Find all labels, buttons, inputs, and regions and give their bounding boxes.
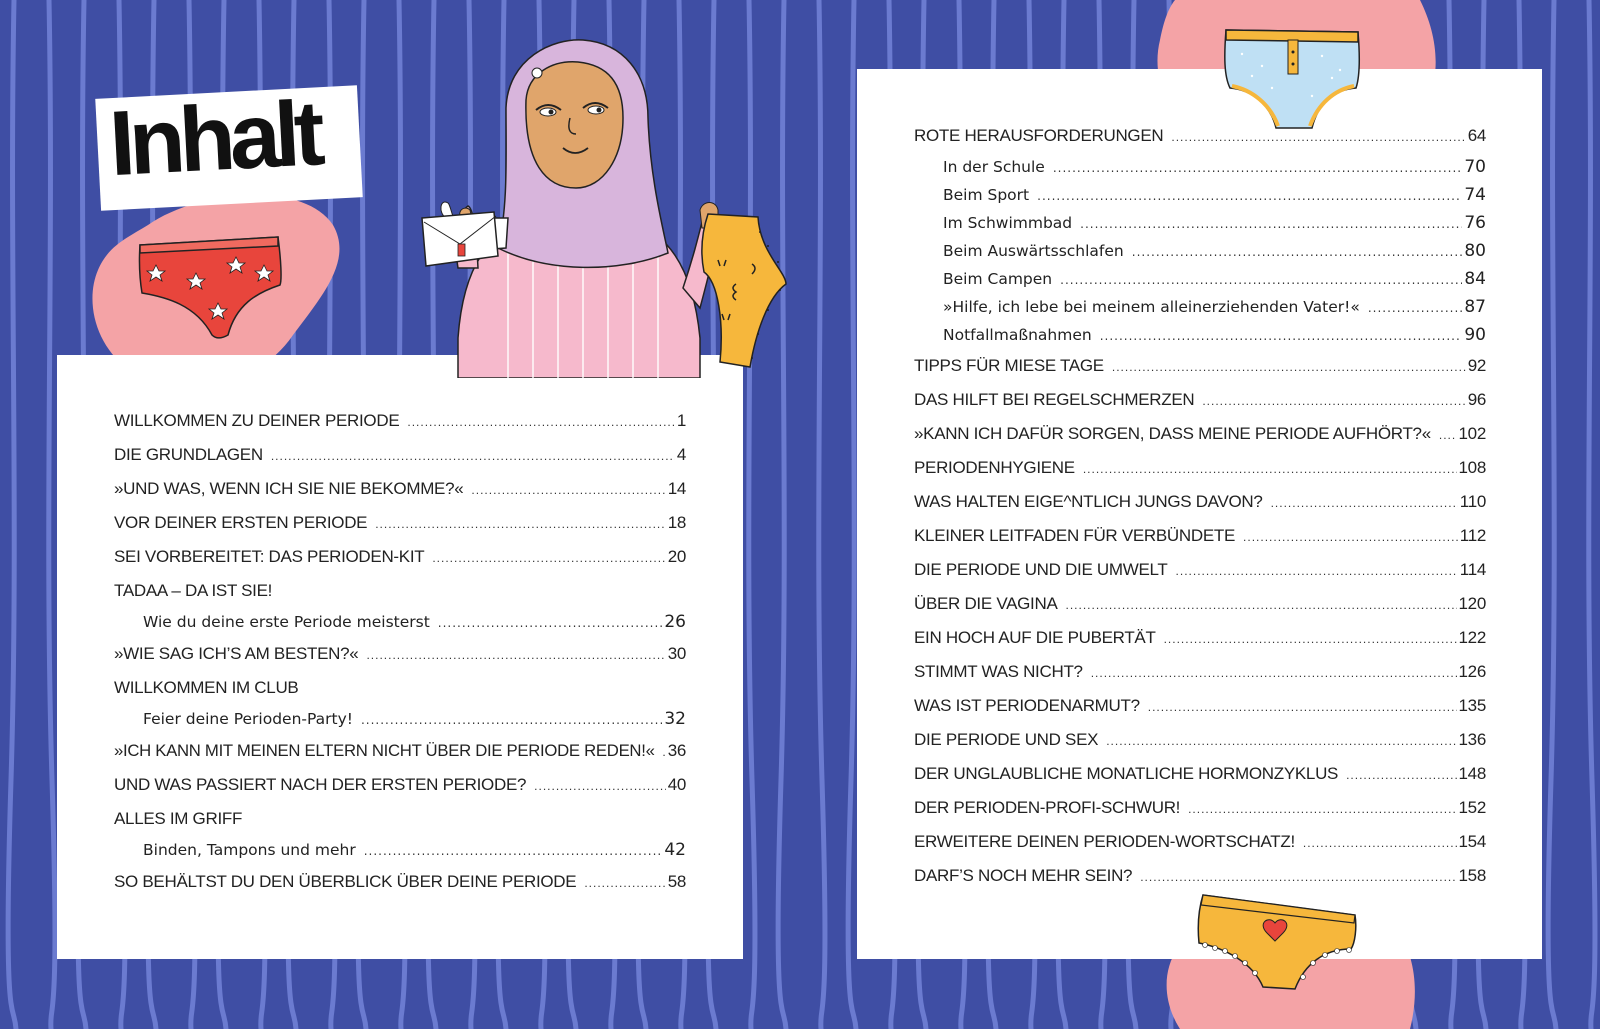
dot-leader	[584, 866, 665, 900]
toc-entry-title: ALLES IM GRIFF	[114, 809, 243, 828]
toc-entry-title: VOR DEINER ERSTEN PERIODE	[114, 513, 368, 532]
toc-entry-title: WAS HALTEN EIGE^NTLICH JUNGS DAVON?	[914, 492, 1263, 511]
dot-leader	[438, 609, 663, 638]
dot-leader	[471, 473, 665, 507]
dot-leader	[1091, 656, 1457, 690]
toc-entry-title: DARF’S NOCH MEHR SEIN?	[914, 866, 1133, 885]
toc-entry[interactable]	[114, 574, 686, 608]
toc-entry[interactable]	[114, 472, 686, 506]
toc-entry-title: KLEINER LEITFADEN FÜR VERBÜNDETE	[914, 526, 1236, 545]
toc-page-number: 58	[667, 872, 686, 891]
toc-page-number: 40	[667, 775, 686, 794]
dot-leader	[366, 638, 665, 672]
toc-page-number: 87	[1464, 297, 1486, 317]
toc-page-number: 122	[1458, 628, 1486, 647]
toc-entry-title: Wie du deine erste Periode meisterst	[143, 613, 430, 631]
toc-page-number: 154	[1458, 832, 1486, 851]
toc-entry-title: ERWEITERE DEINEN PERIODEN-WORTSCHATZ!	[914, 832, 1295, 851]
dot-leader	[1164, 622, 1457, 656]
dot-leader	[432, 541, 665, 575]
toc-entry[interactable]	[914, 757, 1486, 791]
toc-subentry[interactable]	[114, 705, 686, 734]
dot-leader	[1176, 554, 1458, 588]
toc-entry-title: STIMMT WAS NICHT?	[914, 662, 1083, 681]
toc-entry-title: DAS HILFT BEI REGELSCHMERZEN	[914, 390, 1195, 409]
toc-entry-title: DIE PERIODE UND DIE UMWELT	[914, 560, 1168, 579]
toc-page-number: 14	[667, 479, 686, 498]
toc-entry-title: EIN HOCH AUF DIE PUBERTÄT	[914, 628, 1156, 647]
toc-subentry[interactable]	[914, 181, 1486, 209]
toc-page-number: 80	[1464, 241, 1486, 261]
toc-entry[interactable]	[914, 621, 1486, 655]
toc-entry-title: DIE GRUNDLAGEN	[114, 445, 263, 464]
dot-leader	[1202, 384, 1465, 418]
toc-left-column	[114, 404, 686, 899]
toc-entry-title: »UND WAS, WENN ICH SIE NIE BEKOMME?«	[114, 479, 464, 498]
toc-entry[interactable]	[914, 553, 1486, 587]
toc-page-number: 4	[676, 445, 686, 464]
dot-leader	[534, 769, 666, 803]
toc-page-number: 20	[667, 547, 686, 566]
dot-leader	[1037, 182, 1462, 210]
toc-entry-title: Notfallmaßnahmen	[943, 326, 1092, 344]
toc-page-number: 110	[1459, 492, 1486, 511]
toc-entry-title: Binden, Tampons und mehr	[143, 841, 356, 859]
toc-entry-title: Im Schwimmbad	[943, 214, 1073, 232]
toc-entry[interactable]	[114, 438, 686, 472]
toc-entry[interactable]	[914, 119, 1486, 153]
toc-entry-title: PERIODENHYGIENE	[914, 458, 1075, 477]
toc-right-column	[914, 119, 1486, 893]
toc-page-number: 74	[1464, 185, 1486, 205]
dot-leader	[375, 507, 665, 541]
yellow-heart-underwear-icon	[1195, 893, 1361, 993]
toc-page-number: 32	[664, 709, 686, 729]
toc-entry[interactable]	[914, 825, 1486, 859]
toc-entry-title: »KANN ICH DAFÜR SORGEN, DASS MEINE PERIODE AUFHÖRT?«	[914, 424, 1431, 443]
dot-leader	[1083, 452, 1457, 486]
toc-subentry[interactable]	[914, 321, 1486, 349]
dot-leader	[1271, 486, 1458, 520]
toc-page-number: 1	[676, 411, 686, 430]
toc-entry[interactable]	[914, 349, 1486, 383]
dot-leader	[1303, 826, 1457, 860]
toc-entry-title: SEI VORBEREITET: DAS PERIODEN-KIT	[114, 547, 425, 566]
toc-entry[interactable]	[914, 689, 1486, 723]
toc-page-number: 120	[1458, 594, 1486, 613]
dot-leader	[364, 837, 663, 866]
toc-page-number: 18	[667, 513, 686, 532]
toc-subentry[interactable]	[914, 293, 1486, 321]
page-title: Inhalt	[106, 82, 322, 196]
blue-dotted-underwear-icon	[1222, 26, 1362, 134]
toc-page-number: 152	[1458, 798, 1486, 817]
toc-entry-title: Beim Campen	[943, 270, 1053, 288]
toc-page-number: 30	[667, 644, 686, 663]
toc-entry-title: »ICH KANN MIT MEINEN ELTERN NICHT ÜBER DIE PERIODE REDEN!«	[114, 741, 655, 760]
dot-leader	[1368, 294, 1463, 322]
toc-entry[interactable]	[114, 768, 686, 802]
toc-entry[interactable]	[114, 540, 686, 574]
yellow-smiley-underwear-icon	[698, 212, 790, 372]
toc-entry-title: Beim Sport	[943, 186, 1030, 204]
dot-leader	[407, 405, 674, 439]
dot-leader	[1171, 120, 1465, 154]
title-label	[95, 82, 363, 211]
dot-leader	[1140, 860, 1456, 894]
background-stripe	[1589, 0, 1595, 1029]
toc-entry-title: DER PERIODEN-PROFI-SCHWUR!	[914, 798, 1181, 817]
toc-page-number: 102	[1458, 424, 1486, 443]
toc-entry[interactable]	[114, 802, 686, 836]
dot-leader	[1112, 350, 1466, 384]
dot-leader	[662, 735, 665, 769]
toc-page-number: 126	[1458, 662, 1486, 681]
dot-leader	[1148, 690, 1457, 724]
dot-leader	[361, 706, 662, 735]
toc-entry-title: TADAA – DA IST SIE!	[114, 581, 273, 600]
toc-subentry[interactable]	[914, 209, 1486, 237]
toc-entry-title: »WIE SAG ICH’S AM BESTEN?«	[114, 644, 359, 663]
toc-page-number: 148	[1458, 764, 1486, 783]
toc-entry-title: DER UNGLAUBLICHE MONATLICHE HORMONZYKLUS	[914, 764, 1339, 783]
background-stripe	[819, 0, 825, 1029]
toc-page-number: 36	[667, 741, 686, 760]
toc-page-number: 114	[1459, 560, 1486, 579]
dot-leader	[1100, 322, 1463, 350]
toc-entry[interactable]	[114, 734, 686, 768]
dot-leader	[1188, 792, 1456, 826]
background-stripe	[848, 0, 856, 1029]
toc-page-number: 158	[1458, 866, 1486, 885]
toc-page-number: 84	[1464, 269, 1486, 289]
dot-leader	[1439, 418, 1457, 452]
toc-subentry[interactable]	[114, 608, 686, 637]
toc-entry[interactable]	[914, 723, 1486, 757]
toc-entry[interactable]	[914, 485, 1486, 519]
toc-subentry[interactable]	[914, 265, 1486, 293]
toc-entry-title: ROTE HERAUSFORDERUNGEN	[914, 126, 1164, 145]
toc-entry[interactable]	[114, 506, 686, 540]
dot-leader	[1060, 266, 1462, 294]
red-star-underwear-icon	[136, 235, 284, 343]
toc-page-number: 26	[664, 612, 686, 632]
toc-entry-title: WILLKOMMEN ZU DEINER PERIODE	[114, 411, 400, 430]
toc-subentry[interactable]	[114, 836, 686, 865]
toc-entry-title: WILLKOMMEN IM CLUB	[114, 678, 299, 697]
toc-entry-title: WAS IST PERIODENARMUT?	[914, 696, 1140, 715]
toc-page-number: 76	[1464, 213, 1486, 233]
toc-entry[interactable]	[914, 417, 1486, 451]
toc-entry-title: DIE PERIODE UND SEX	[914, 730, 1099, 749]
toc-page-number: 136	[1458, 730, 1486, 749]
toc-entry-title: ÜBER DIE VAGINA	[914, 594, 1058, 613]
dot-leader	[1053, 154, 1463, 182]
toc-page-number: 108	[1458, 458, 1486, 477]
toc-entry[interactable]	[914, 655, 1486, 689]
toc-entry[interactable]	[914, 519, 1486, 553]
toc-entry-title: »Hilfe, ich lebe bei meinem alleinerziehenden Vater!«	[943, 298, 1360, 316]
toc-entry-title: In der Schule	[943, 158, 1045, 176]
toc-page-number: 90	[1464, 325, 1486, 345]
toc-subentry[interactable]	[914, 237, 1486, 265]
toc-entry[interactable]	[914, 383, 1486, 417]
toc-page-number: 112	[1459, 526, 1486, 545]
toc-page-number: 70	[1464, 157, 1486, 177]
toc-entry[interactable]	[914, 859, 1486, 893]
dot-leader	[1132, 238, 1463, 266]
toc-page-number: 96	[1467, 390, 1486, 409]
dot-leader	[1346, 758, 1456, 792]
toc-entry-title: UND WAS PASSIERT NACH DER ERSTEN PERIODE?	[114, 775, 527, 794]
toc-entry-title: Feier deine Perioden-Party!	[143, 710, 353, 728]
toc-page-number: 64	[1467, 126, 1486, 145]
toc-entry-title: SO BEHÄLTST DU DEN ÜBERBLICK ÜBER DEINE PERIODE	[114, 872, 577, 891]
toc-entry[interactable]	[114, 404, 686, 438]
background-stripe	[8, 0, 16, 1029]
sanitary-pad-icon	[420, 210, 500, 272]
toc-entry[interactable]	[914, 791, 1486, 825]
toc-page-number: 135	[1458, 696, 1486, 715]
dot-leader	[271, 439, 675, 473]
toc-entry-title: TIPPS FÜR MIESE TAGE	[914, 356, 1104, 375]
dot-leader	[1066, 588, 1457, 622]
toc-page-number: 42	[664, 840, 686, 860]
background-stripe	[49, 0, 55, 1029]
toc-entry[interactable]	[914, 587, 1486, 621]
toc-entry[interactable]	[914, 451, 1486, 485]
toc-page-number: 92	[1467, 356, 1486, 375]
dot-leader	[1080, 210, 1462, 238]
toc-entry[interactable]	[114, 865, 686, 899]
toc-entry[interactable]	[114, 671, 686, 705]
toc-subentry[interactable]	[914, 153, 1486, 181]
dot-leader	[1106, 724, 1456, 758]
dot-leader	[1243, 520, 1458, 554]
toc-entry-title: Beim Auswärtsschlafen	[943, 242, 1124, 260]
background-stripe	[1548, 0, 1556, 1029]
toc-entry[interactable]	[114, 637, 686, 671]
